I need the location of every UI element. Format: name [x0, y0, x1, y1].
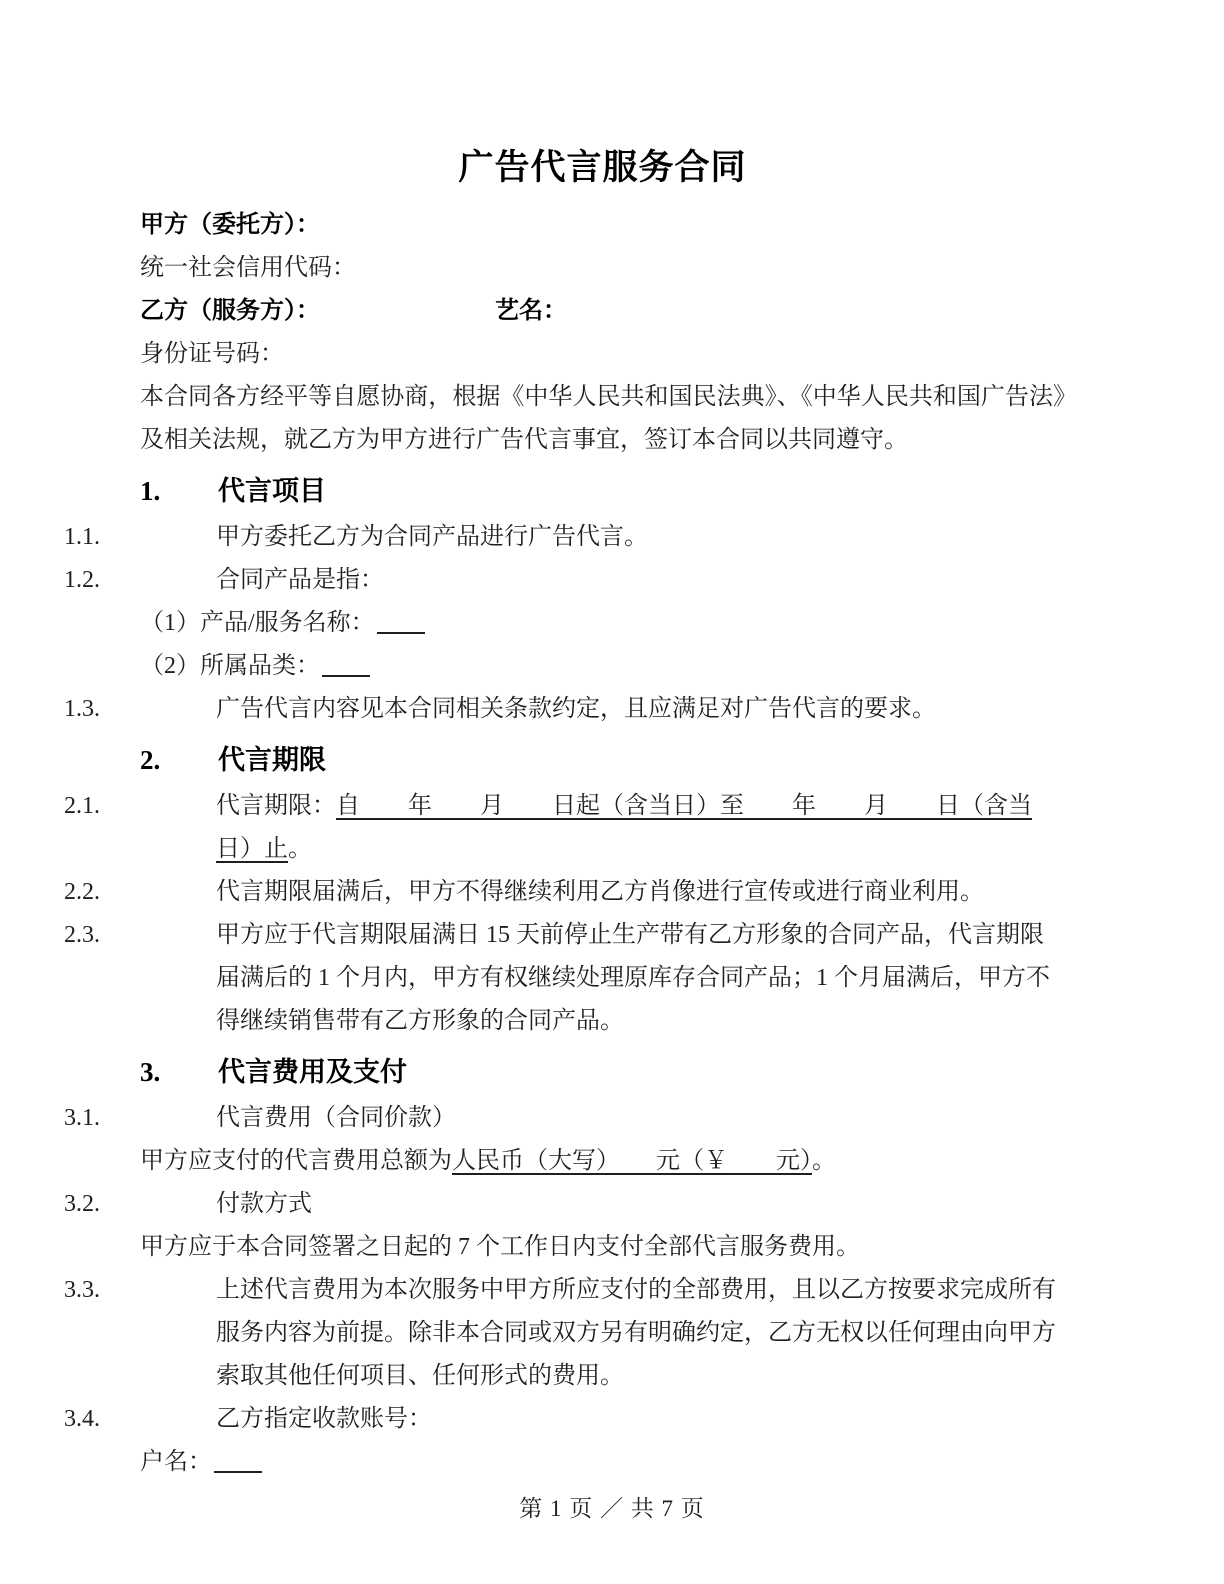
contract-amount-blank[interactable]: 人民币（大写） 元（￥ 元） [452, 1148, 812, 1174]
endorsement-period-blank[interactable]: 自 年 月 日起（含当日）至 年 月 日（含当日）止 [216, 793, 1032, 862]
clause-text-3-4: 乙方指定收款账号： [216, 1406, 432, 1432]
clause-text-3-1: 代言费用（合同价款） [216, 1105, 456, 1131]
party-b-label: 乙方（服务方）： [140, 298, 320, 324]
clause-number-1-2: 1.2. [64, 567, 100, 593]
document-body [64, 0, 1065, 1484]
clause-1-2 [64, 559, 1065, 602]
clause-2-1 [64, 785, 1065, 871]
clause-1-3 [64, 688, 1065, 731]
page-title: 广告代言服务合同 [458, 148, 747, 187]
party-a-credit-code-label: 统一社会信用代码： [140, 255, 356, 281]
clause-number-2-1: 2.1. [64, 793, 100, 819]
clause-lead-2-1: 代言期限： [216, 793, 336, 819]
section-number-1: 1. [140, 476, 161, 506]
clause-text-1-3: 广告代言内容见本合同相关条款约定，且应满足对广告代言的要求。 [216, 696, 936, 722]
amount-lead-text: 甲方应支付的代言费用总额为 [140, 1148, 452, 1174]
clause-number-2-2: 2.2. [64, 879, 100, 905]
clause-number-2-3: 2.3. [64, 922, 100, 948]
clause-1-2-sub-1 [140, 602, 1065, 645]
product-category-blank[interactable] [322, 675, 370, 677]
clause-number-1-3: 1.3. [64, 696, 100, 722]
clause-number-3-4: 3.4. [64, 1406, 100, 1432]
clause-3-4 [64, 1398, 1065, 1441]
clause-text-2-3: 甲方应于代言期限届满日 15 天前停止生产带有乙方形象的合同产品，代言期限届满后的 1 个月内，甲方有权继续处理原库存合同产品；1 个月届满后，甲方不得继续销售带有乙方形象的合同产品。 [216, 922, 1050, 1034]
clause-text-2-2: 代言期限届满后，甲方不得继续利用乙方肖像进行宣传或进行商业利用。 [216, 879, 984, 905]
party-b-row [140, 290, 1065, 333]
section-heading-1 [140, 466, 1065, 516]
amount-tail-text: 。 [812, 1148, 836, 1174]
clause-3-1 [64, 1097, 1065, 1140]
clause-text-1-2-sub-2: 所属品类： [200, 653, 320, 679]
account-name-label: 户名： [140, 1449, 212, 1475]
clause-1-2-sub-2 [140, 645, 1065, 688]
section-number-3: 3. [140, 1057, 161, 1087]
clause-text-1-2: 合同产品是指： [216, 567, 384, 593]
clause-3-1-amount [140, 1140, 1065, 1183]
clause-1-1 [64, 516, 1065, 559]
page-footer: 第 1 页 ／ 共 7 页 [519, 1496, 705, 1521]
clause-number-1-2-sub-2: （2） [140, 653, 200, 679]
preamble-paragraph: 本合同各方经平等自愿协商，根据《中华人民共和国民法典》、《中华人民共和国广告法》及相关法规，就乙方为甲方进行广告代言事宜，签订本合同以共同遵守。 [140, 384, 1065, 453]
section-heading-3 [140, 1047, 1065, 1097]
clause-number-3-2: 3.2. [64, 1191, 100, 1217]
clause-3-2-detail: 甲方应于本合同签署之日起的 7 个工作日内支付全部代言服务费用。 [140, 1234, 860, 1260]
product-name-blank[interactable] [377, 632, 425, 634]
stage-name-label: 艺名： [495, 298, 567, 324]
account-name-row [140, 1441, 1065, 1484]
clause-text-3-2: 付款方式 [216, 1191, 312, 1217]
section-number-2: 2. [140, 745, 161, 775]
clause-text-1-2-sub-1: 产品/服务名称： [200, 610, 375, 636]
clause-tail-2-1: 。 [288, 836, 312, 862]
clause-number-3-3: 3.3. [64, 1277, 100, 1303]
section-heading-2 [140, 735, 1065, 785]
clause-text-1-1: 甲方委托乙方为合同产品进行广告代言。 [216, 524, 648, 550]
clause-3-3 [64, 1269, 1065, 1398]
party-b-id-label: 身份证号码： [140, 341, 284, 367]
clause-text-3-3: 上述代言费用为本次服务中甲方所应支付的全部费用，且以乙方按要求完成所有服务内容为前提。除非本合同或双方另有明确约定，乙方无权以任何理由向甲方索取其他任何项目、任何形式的费用。 [216, 1277, 1056, 1389]
section-title-3: 代言费用及支付 [218, 1057, 407, 1087]
account-name-blank[interactable] [214, 1471, 262, 1473]
section-title-2: 代言期限 [218, 745, 326, 775]
clause-number-1-1: 1.1. [64, 524, 100, 550]
section-title-1: 代言项目 [218, 476, 326, 506]
clause-3-2 [64, 1183, 1065, 1226]
clause-number-1-2-sub-1: （1） [140, 610, 200, 636]
clause-number-3-1: 3.1. [64, 1105, 100, 1131]
party-a-label: 甲方（委托方）： [140, 212, 320, 238]
clause-2-3 [64, 914, 1065, 1043]
clause-2-2 [64, 871, 1065, 914]
